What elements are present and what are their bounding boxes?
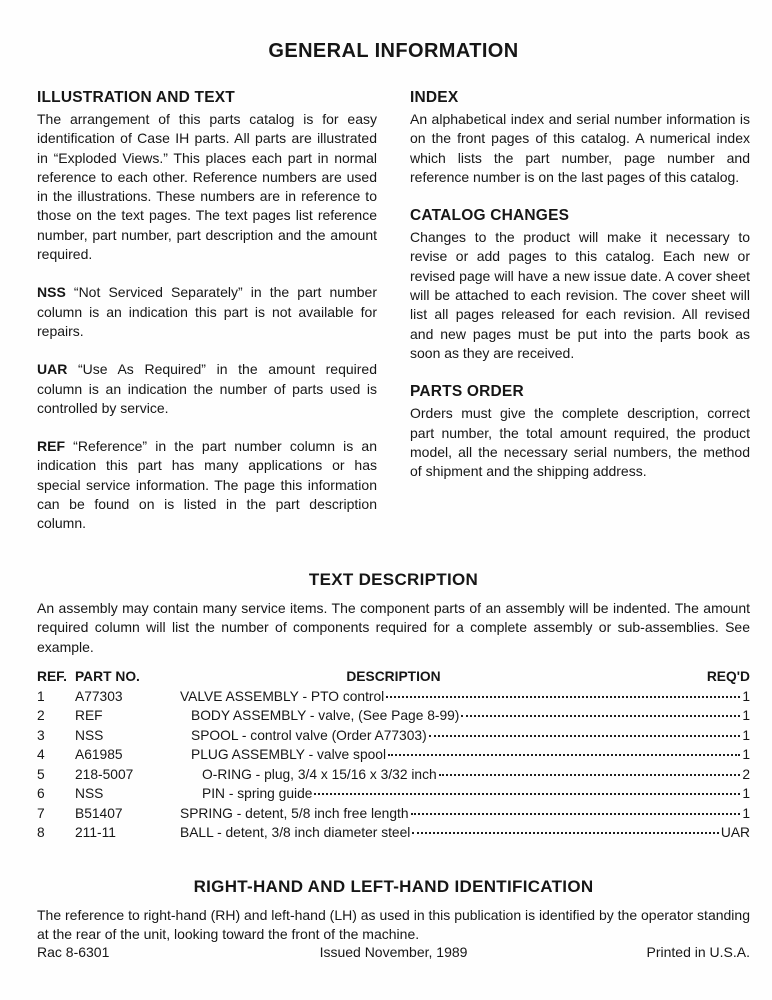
table-header-row bbox=[37, 667, 750, 687]
quantity-required: 1 bbox=[742, 688, 750, 704]
quantity-required: 2 bbox=[742, 766, 750, 782]
quantity-required: 1 bbox=[742, 727, 750, 743]
nss-term: NSS bbox=[37, 284, 66, 301]
dot-leader bbox=[461, 715, 740, 717]
uar-definition-paragraph bbox=[37, 360, 377, 418]
text-description-heading: TEXT DESCRIPTION bbox=[308, 569, 479, 589]
part-description: PIN - spring guide bbox=[202, 786, 313, 802]
part-description: SPOOL - control valve (Order A77303) bbox=[191, 727, 427, 743]
table-row bbox=[37, 706, 750, 726]
part-number: REF bbox=[75, 708, 103, 724]
catalog-changes-paragraph: Changes to the product will make it necessary to revise or add pages to this catalog. Each new or revised page will have a new issue date. A cover sheet will be attached to each revision. The cover sheet will list all pages released for each revision. All revised and new pages must be put into the parts book as soon as they are received. bbox=[410, 229, 750, 361]
ref-number: 6 bbox=[37, 786, 45, 802]
part-description: BODY ASSEMBLY - valve, (See Page 8-99) bbox=[191, 708, 460, 724]
illustration-and-text-paragraph: The arrangement of this parts catalog is for easy identification of Case IH parts. All parts are illustrated in “Exploded Views.” This places each part in normal reference to each other. Reference numbers are used in the illustrations. These numbers are in reference to those on the text pages. The text pages list reference number, part number, part description and the amount required. bbox=[37, 111, 377, 263]
ref-number: 7 bbox=[37, 805, 45, 821]
table-row bbox=[37, 687, 750, 707]
page-footer bbox=[37, 944, 750, 960]
ref-number: 4 bbox=[37, 747, 45, 763]
reqd-column-header: REQ'D bbox=[706, 669, 750, 685]
dot-leader bbox=[386, 696, 740, 698]
uar-definition-text: “Use As Required” in the amount required column is an indication the number of parts used is controlled by service. bbox=[37, 361, 378, 416]
part-number: 211-11 bbox=[75, 825, 116, 841]
dot-leader bbox=[388, 754, 740, 756]
page-title: GENERAL INFORMATION bbox=[268, 40, 519, 62]
text-description-paragraph: An assembly may contain many service items. The component parts of an assembly will be indented. The amount required column will list the number of components required for a complete assembly or sub-assemblies. See example. bbox=[37, 599, 750, 655]
left-column bbox=[37, 89, 377, 534]
table-row bbox=[37, 804, 750, 824]
rh-lh-identification-paragraph: The reference to right-hand (RH) and left-hand (LH) as used in this publication is identified by the operator standing at the rear of the unit, looking toward the front of the machine. bbox=[37, 906, 750, 943]
quantity-required: 1 bbox=[742, 708, 750, 724]
quantity-required: 1 bbox=[742, 805, 750, 821]
index-heading: INDEX bbox=[410, 89, 459, 106]
dot-leader bbox=[439, 774, 741, 776]
ref-number: 1 bbox=[37, 688, 45, 704]
table-row bbox=[37, 784, 750, 804]
ref-term: REF bbox=[37, 438, 65, 455]
index-paragraph: An alphabetical index and serial number information is on the front pages of this catalog. A numerical index which lists the part number, page number and reference number is on the last pages of this catalog. bbox=[410, 111, 750, 185]
ref-definition-text: “Reference” in the part number column is an indication this part has many applications or has special service information. The page this information can be found on is listed in the part description column. bbox=[37, 438, 377, 532]
table-row bbox=[37, 765, 750, 785]
table-row bbox=[37, 745, 750, 765]
table-row bbox=[37, 726, 750, 746]
publication-number: Rac 8-6301 bbox=[37, 944, 110, 960]
catalog-changes-heading: CATALOG CHANGES bbox=[410, 207, 570, 225]
ref-number: 8 bbox=[37, 825, 45, 841]
dot-leader bbox=[314, 793, 740, 795]
part-description: BALL - detent, 3/8 inch diameter steel bbox=[180, 825, 411, 841]
ref-definition-paragraph bbox=[37, 437, 377, 533]
dot-leader bbox=[429, 735, 741, 737]
issue-date: Issued November, 1989 bbox=[319, 944, 468, 960]
illustration-and-text-heading: ILLUSTRATION AND TEXT bbox=[37, 89, 235, 106]
part-number: 218-5007 bbox=[75, 766, 134, 782]
part-number: NSS bbox=[75, 727, 104, 743]
two-column-section bbox=[37, 89, 750, 534]
part-description: SPRING - detent, 5/8 inch free length bbox=[180, 805, 409, 821]
quantity-required: UAR bbox=[720, 825, 750, 841]
parts-order-paragraph: Orders must give the complete description, correct part number, the total amount required, the product model, all the necessary serial numbers, the method of shipment and the shipping address. bbox=[410, 405, 750, 480]
right-column bbox=[410, 89, 750, 534]
uar-term: UAR bbox=[37, 361, 68, 378]
part-description: VALVE ASSEMBLY - PTO control bbox=[180, 688, 385, 704]
ref-number: 2 bbox=[37, 708, 45, 724]
rh-lh-identification-heading: RIGHT-HAND AND LEFT-HAND IDENTIFICATION bbox=[193, 876, 594, 896]
part-description: O-RING - plug, 3/4 x 15/16 x 3/32 inch bbox=[202, 766, 437, 782]
ref-number: 5 bbox=[37, 766, 45, 782]
part-number: B51407 bbox=[75, 805, 123, 821]
part-description: PLUG ASSEMBLY - valve spool bbox=[191, 747, 387, 763]
quantity-required: 1 bbox=[742, 786, 750, 802]
quantity-required: 1 bbox=[742, 747, 750, 763]
part-no-column-header: PART NO. bbox=[75, 669, 140, 685]
dot-leader bbox=[412, 832, 719, 834]
printed-in: Printed in U.S.A. bbox=[646, 944, 751, 960]
part-number: A61985 bbox=[75, 747, 123, 763]
dot-leader bbox=[411, 813, 741, 815]
ref-number: 3 bbox=[37, 727, 45, 743]
nss-definition-paragraph bbox=[37, 283, 377, 341]
example-parts-table bbox=[37, 667, 750, 843]
part-number: A77303 bbox=[75, 688, 123, 704]
parts-order-heading: PARTS ORDER bbox=[410, 383, 524, 401]
ref-column-header: REF. bbox=[37, 669, 67, 685]
table-row bbox=[37, 823, 750, 843]
description-column-header: DESCRIPTION bbox=[346, 669, 441, 685]
nss-definition-text: “Not Serviced Separately” in the part number column is an indication this part is not available for repairs. bbox=[37, 284, 377, 339]
part-number: NSS bbox=[75, 786, 104, 802]
